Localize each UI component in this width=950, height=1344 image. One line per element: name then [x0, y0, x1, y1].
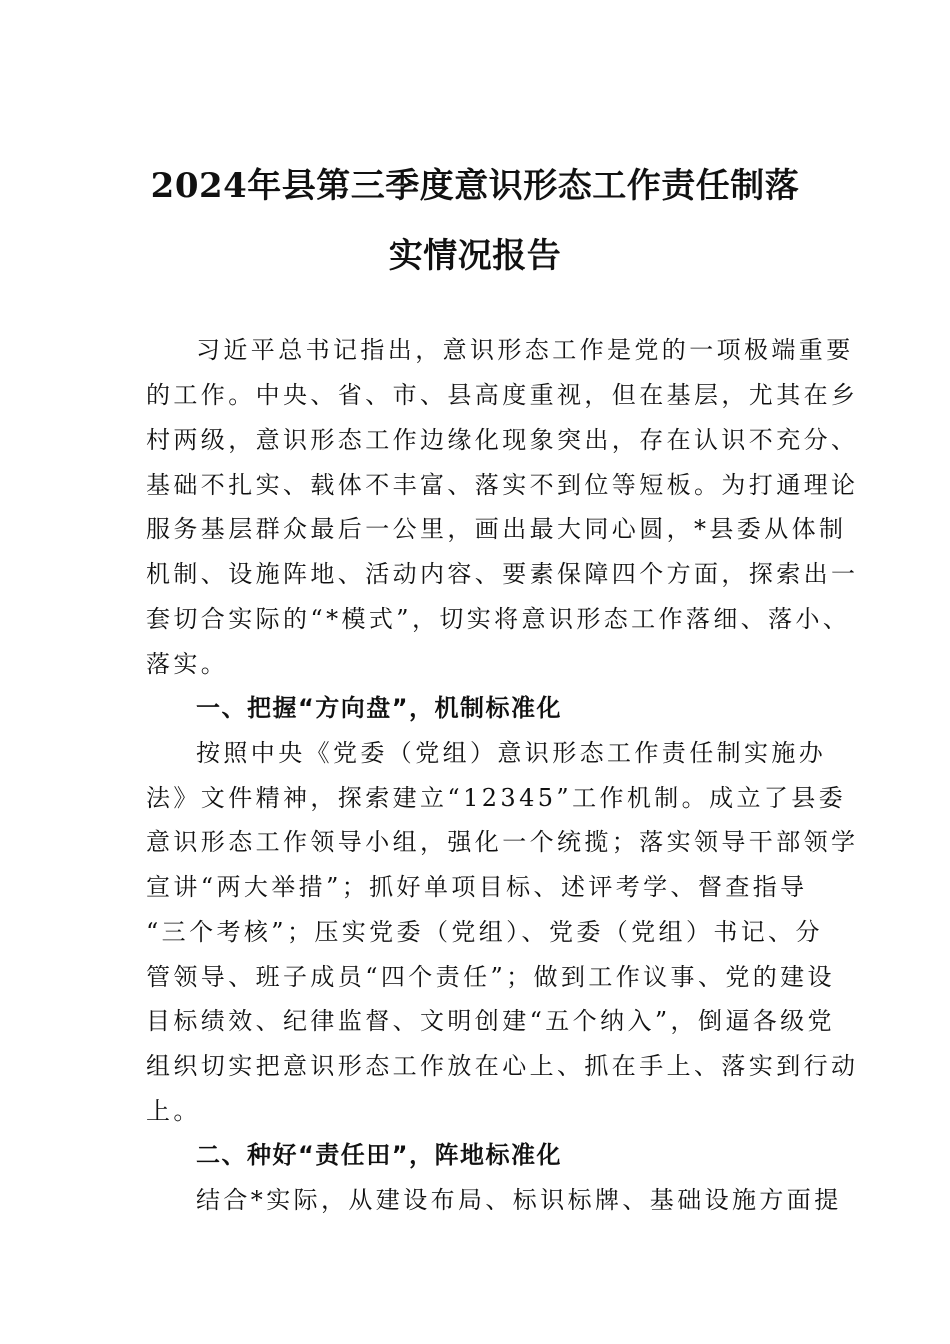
paragraph-line: 宣讲“两大举措”；抓好单项目标、述评考学、督查指导 [146, 873, 808, 901]
paragraph-line: 法》文件精神，探索建立“12345”工作机制。成立了县委 [146, 784, 847, 812]
paragraph-line: 意识形态工作领导小组，强化一个统揽；落实领导干部领学 [146, 828, 859, 856]
paragraph-line: 落实。 [146, 650, 229, 678]
paragraph-line: 结合*实际，从建设布局、标识标牌、基础设施方面提 [196, 1186, 842, 1214]
paragraph-line: 机制、设施阵地、活动内容、要素保障四个方面，探索出一 [146, 560, 859, 588]
paragraph-line: 按照中央《党委（党组）意识形态工作责任制实施办 [196, 739, 827, 767]
paragraph-line: 管领导、班子成员“四个责任”；做到工作议事、党的建设 [146, 963, 835, 991]
paragraph-line: “三个考核”；压实党委（党组）、党委（党组）书记、分 [146, 918, 823, 946]
paragraph-line: 习近平总书记指出，意识形态工作是党的一项极端重要 [196, 336, 854, 364]
paragraph-line: 服务基层群众最后一公里，画出最大同心圆，*县委从体制 [146, 515, 847, 543]
paragraph-line: 的工作。中央、省、市、县高度重视，但在基层，尤其在乡 [146, 381, 859, 409]
document-title-line-2: 实情况报告 [388, 236, 562, 276]
paragraph-line: 村两级，意识形态工作边缘化现象突出，存在认识不充分、 [146, 426, 859, 454]
paragraph-line: 基础不扎实、载体不丰富、落实不到位等短板。为打通理论 [146, 471, 859, 499]
paragraph-line: 目标绩效、纪律监督、文明创建“五个纳入”，倒逼各级党 [146, 1007, 835, 1035]
section-heading-1: 一、把握“方向盘”，机制标准化 [196, 694, 563, 722]
section-heading-2: 二、种好“责任田”，阵地标准化 [196, 1141, 563, 1169]
document-title-line-1: 2024年县第三季度意识形态工作责任制落 [150, 166, 800, 206]
paragraph-line: 上。 [146, 1097, 201, 1125]
paragraph-line: 套切合实际的“*模式”，切实将意识形态工作落细、落小、 [146, 605, 851, 633]
paragraph-line: 组织切实把意识形态工作放在心上、抓在手上、落实到行动 [146, 1052, 859, 1080]
